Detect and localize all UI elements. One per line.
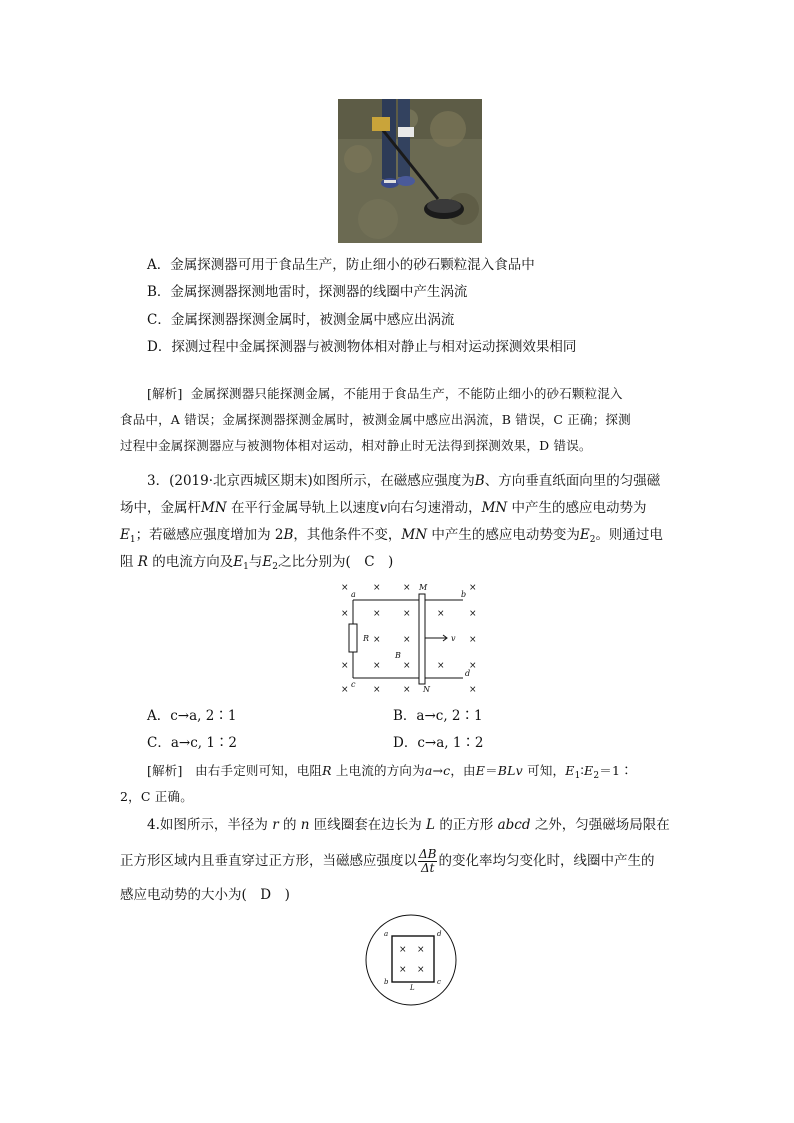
field-cross: ×	[399, 965, 407, 975]
explanation-text: 金属探测器只能探测金属，不能用于食品生产，不能防止细小的砂石颗粒混入	[190, 386, 623, 401]
label-d: d	[437, 930, 442, 938]
explanation-q3-line2: 2，C 正确。	[120, 789, 193, 804]
question-4-line1: 4.如图所示，半径为 r 的 n 匝线圈套在边长为 L 的正方形 abcd 之外，匀强磁场局限在	[147, 817, 670, 833]
field-cross: ×	[373, 661, 381, 671]
label-c: c	[437, 978, 441, 986]
field-cross: ×	[469, 635, 477, 645]
label-b: b	[384, 978, 389, 986]
question-3-line3: $E_1$；若磁感应强度增加为 2B，其他条件不变，MN 中产生的感应电动势变为$E_2$。则通过电	[120, 527, 663, 545]
field-cross: ×	[403, 685, 411, 695]
option-q2-b: B．金属探测器探测地雷时，探测器的线圈中产生涡流	[147, 284, 468, 300]
field-cross: ×	[417, 965, 425, 975]
question-3-line1: 3．(2019·北京西城区期末)如图所示，在磁感应强度为B、方向垂直纸面向里的匀强磁	[147, 473, 661, 489]
option-q2-c: C．金属探测器探测金属时，被测金属中感应出涡流	[147, 312, 455, 328]
field-cross: ×	[341, 685, 349, 695]
field-cross: ×	[373, 635, 381, 645]
field-cross: ×	[373, 609, 381, 619]
metal-detector-illustration	[338, 99, 482, 243]
field-cross: ×	[341, 609, 349, 619]
field-cross: ×	[437, 609, 445, 619]
option-q3-c: C．a→c, 1∶2	[147, 735, 238, 751]
field-cross: ×	[399, 945, 407, 955]
field-cross: ×	[437, 661, 445, 671]
circuit-diagram	[335, 580, 485, 698]
option-q2-d: D．探测过程中金属探测器与被测物体相对静止与相对运动探测效果相同	[147, 339, 577, 355]
field-cross: ×	[341, 661, 349, 671]
field-cross: ×	[403, 609, 411, 619]
label-N: N	[423, 685, 430, 694]
option-q3-a: A．c→a, 2∶1	[147, 708, 237, 724]
explanation-q2-line2: 食品中，A 错误；金属探测器探测金属时，被测金属中感应出涡流，B 错误，C 正确；探测	[120, 412, 631, 427]
explanation-tag: [解析]	[147, 386, 183, 401]
label-R: R	[363, 634, 370, 643]
fraction: $\frac{\Delta B}{\Delta t}$	[419, 847, 437, 875]
field-cross: ×	[403, 661, 411, 671]
option-q2-a: A．金属探测器可用于食品生产，防止细小的砂石颗粒混入食品中	[147, 257, 535, 273]
field-cross: ×	[469, 609, 477, 619]
label-b: b	[461, 590, 467, 599]
option-q3-b: B．a→c, 2∶1	[393, 708, 483, 724]
field-cross: ×	[373, 583, 381, 593]
question-4-line2: 正方形区域内且垂直穿过正方形，当磁感应强度以 $\frac{\Delta B}{\Delta t}$ 的变化率均匀变化时，线圈中产生的	[120, 847, 655, 875]
question-3-line2: 场中，金属杆MN 在平行金属导轨上以速度v向右匀速滑动，MN 中产生的感应电动势为	[120, 500, 647, 516]
label-a: a	[351, 590, 356, 599]
explanation-q2-line3: 过程中金属探测器应与被测物体相对运动，相对静止时无法得到探测效果，D 错误。	[120, 438, 592, 453]
label-v: v	[451, 634, 456, 643]
label-L: L	[410, 984, 415, 992]
field-cross: ×	[469, 685, 477, 695]
field-cross: ×	[417, 945, 425, 955]
field-cross: ×	[341, 583, 349, 593]
question-4-line3: 感应电动势的大小为( D )	[120, 887, 290, 903]
metal-detector-photo	[338, 99, 482, 243]
field-cross: ×	[469, 583, 477, 593]
coil-diagram	[360, 910, 460, 1010]
field-cross: ×	[373, 685, 381, 695]
option-q3-d: D．c→a, 1∶2	[393, 735, 484, 751]
explanation-q3-line1: [解析] 由右手定则可知，电阻R 上电流的方向为a→c，由E＝BLv 可知，$E_1∶E_2=1∶$	[147, 763, 633, 781]
field-cross: ×	[403, 583, 411, 593]
field-cross: ×	[403, 635, 411, 645]
explanation-q2-line1	[147, 385, 623, 403]
label-c: c	[351, 680, 356, 689]
field-cross: ×	[469, 661, 477, 671]
label-a: a	[384, 930, 389, 938]
label-B: B	[395, 651, 401, 660]
question-3-line4: 阻 R 的电流方向及$E_1$与$E_2$之比分别为( C )	[120, 554, 394, 572]
label-M: M	[419, 583, 428, 592]
label-d: d	[465, 669, 471, 678]
